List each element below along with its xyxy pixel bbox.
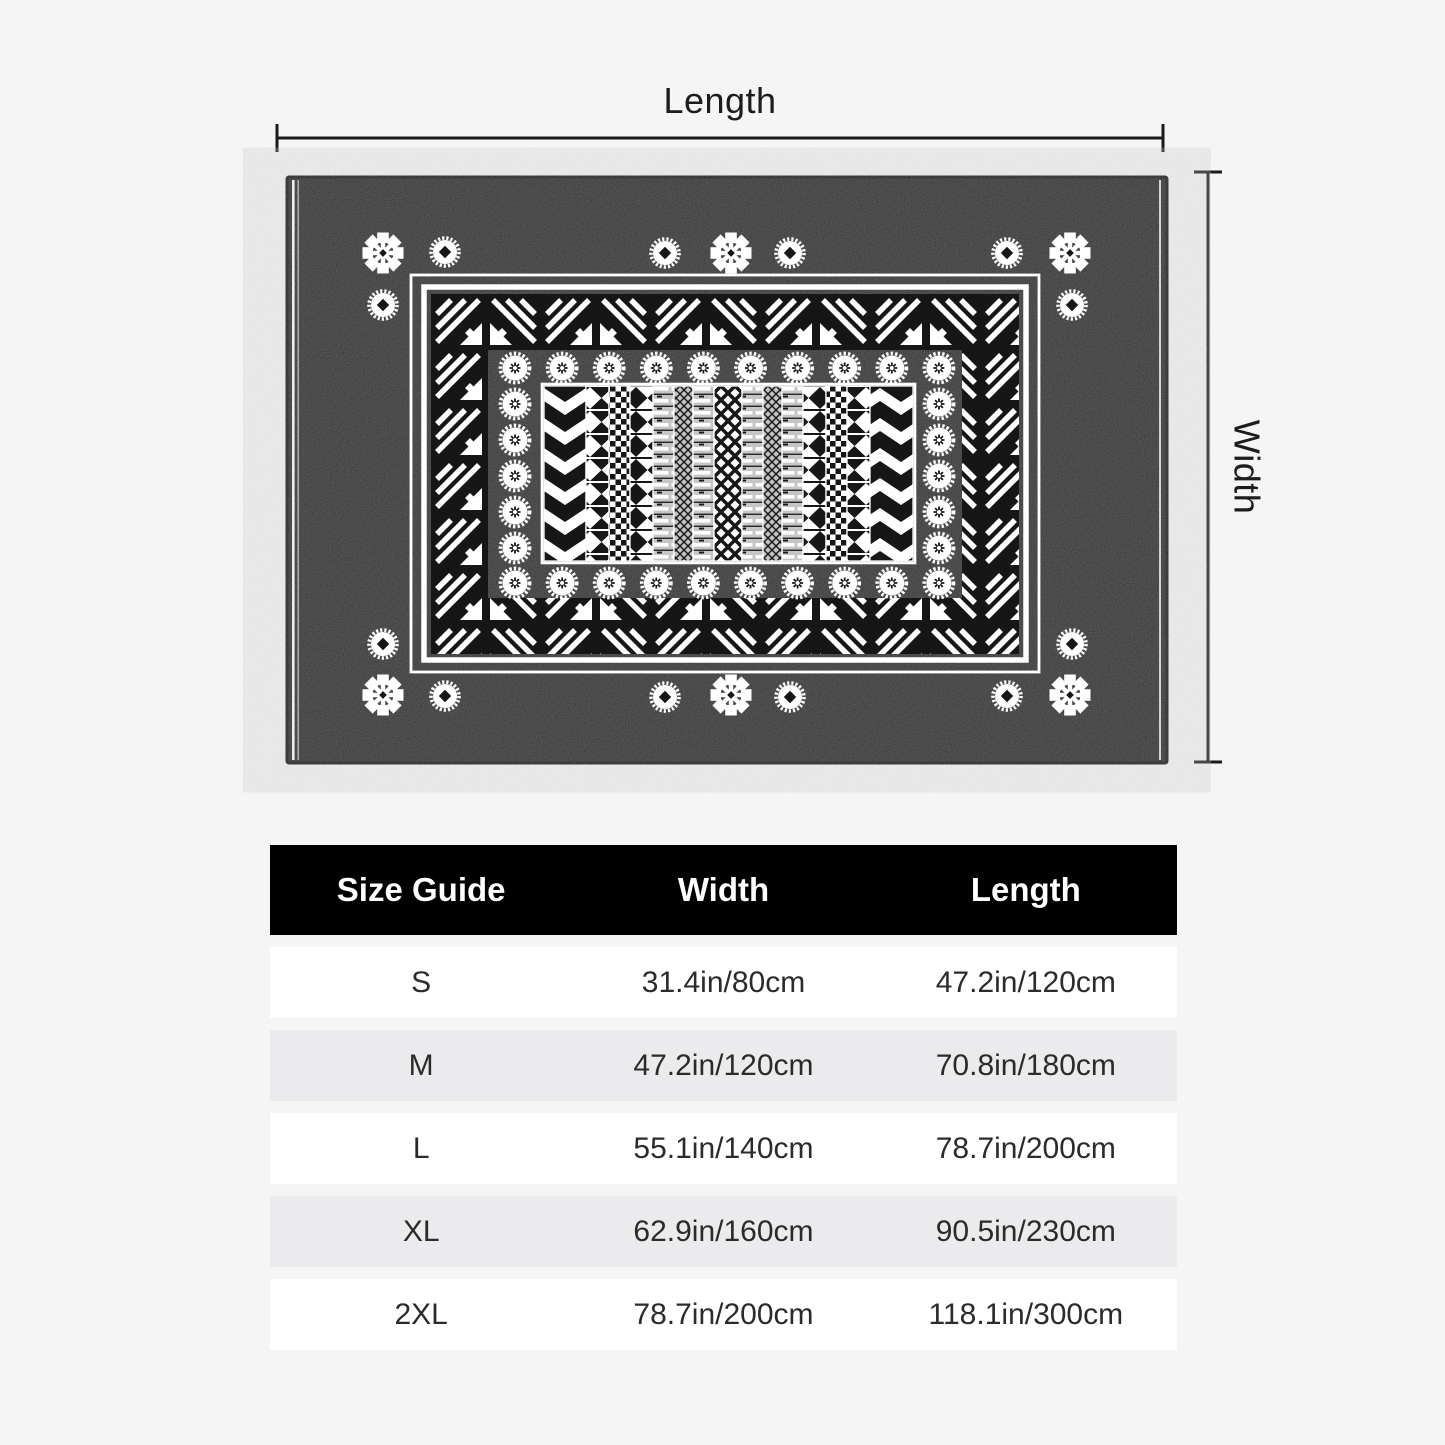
table-row-l — [270, 1113, 1177, 1184]
table-row-2xl — [270, 1279, 1177, 1350]
header-size-guide: Size Guide — [336, 871, 506, 908]
size-label: S — [411, 965, 432, 999]
size-label: M — [408, 1048, 434, 1082]
length-value: 70.8in/180cm — [935, 1048, 1116, 1082]
rug-image — [287, 177, 1167, 763]
length-dimension-label: Length — [663, 80, 777, 121]
header-length: Length — [970, 871, 1081, 908]
rug-selvedge-left — [292, 180, 295, 760]
size-label: XL — [402, 1214, 440, 1248]
size-table — [270, 845, 1177, 1350]
size-table-header — [270, 845, 1177, 935]
header-width: Width — [677, 871, 770, 908]
width-value: 62.9in/160cm — [633, 1214, 814, 1248]
width-value: 47.2in/120cm — [633, 1048, 814, 1082]
length-value: 118.1in/300cm — [928, 1297, 1124, 1331]
table-row-m — [270, 1030, 1177, 1101]
width-value: 31.4in/80cm — [641, 965, 806, 999]
length-dimension-line — [277, 124, 1163, 152]
width-value: 78.7in/200cm — [633, 1297, 814, 1331]
table-row-xl — [270, 1196, 1177, 1267]
size-label: L — [412, 1131, 430, 1165]
size-label: 2XL — [394, 1297, 448, 1331]
rug-selvedge-right — [1159, 180, 1161, 760]
table-row-s — [270, 947, 1177, 1018]
length-value: 90.5in/230cm — [935, 1214, 1116, 1248]
width-value: 55.1in/140cm — [633, 1131, 814, 1165]
width-dimension-line — [1194, 172, 1222, 762]
length-value: 47.2in/120cm — [935, 965, 1116, 999]
rug-center-panel — [544, 386, 913, 561]
length-value: 78.7in/200cm — [935, 1131, 1116, 1165]
width-dimension-label: Width — [1226, 419, 1268, 515]
